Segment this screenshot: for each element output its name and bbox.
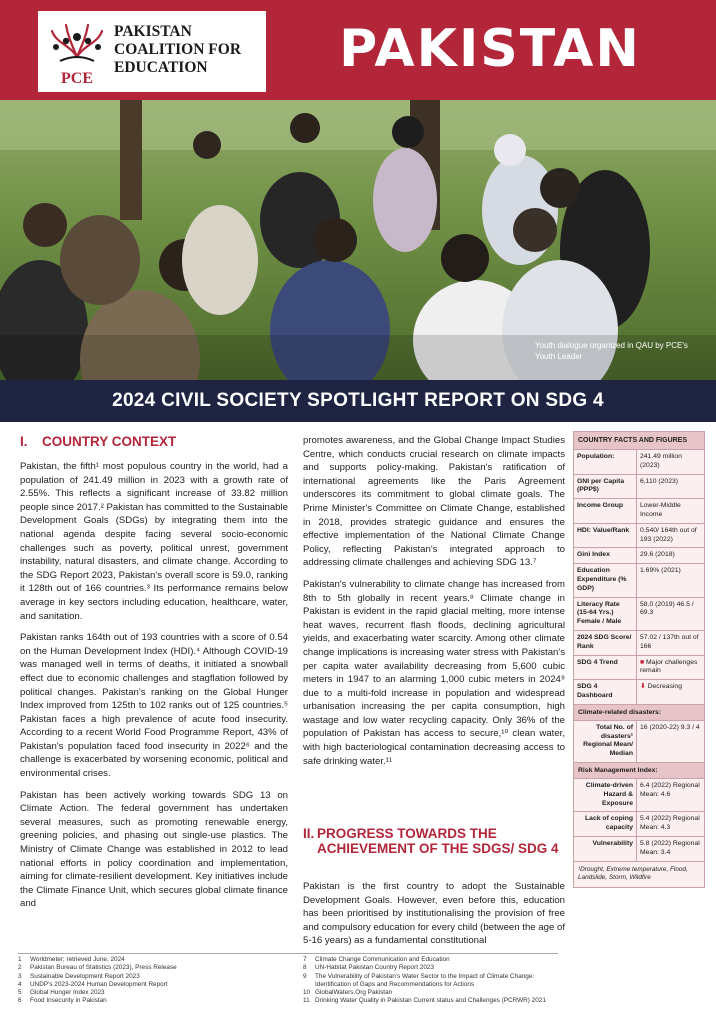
section-number: II. <box>303 826 315 841</box>
facts-row: Vulnerability 5.8 (2022) Regional Mean: 3.4 <box>574 837 704 862</box>
arrow-down-icon: ⬇ <box>640 683 646 691</box>
header-bar <box>0 0 716 100</box>
facts-row: HDI: Value/Rank 0.540/ 164th out of 193 (2022) <box>574 524 704 549</box>
footnote: 9 The Vulnerability of Pakistan's Water Sector to the Impact of Climate Change: <box>303 972 535 980</box>
facts-row: SDG 4 Trend ■ Major challenges remain <box>574 656 704 681</box>
footnote-divider <box>18 953 558 954</box>
paragraph: Pakistan ranks 164th out of 193 countries with a score of 0.54 on the Human Development Index (HDI).⁴ Although COVID-19 was managed well in terms of deaths, it initiated a snowball effect due to economic challenges and stagflation followed by political changes. Pakistan's ranking on the Global Hunger Index improved from 125th to 102 ranks out of 125 countries.⁵ Pakistan faces a high prevalence of acute food insecurity. According to a recent World Food Programme Report, 43% of Pakistan's population faced food insecurity in 2022⁶ and the challenge is exacerbated by worsening economic, political and environmental crises. <box>20 632 288 780</box>
country-title: PAKISTAN <box>339 19 641 79</box>
footnote: Identification of Gaps and Recommendations for Actions <box>315 980 475 988</box>
footnote: 5 Global Hunger Index 2023 <box>18 989 105 997</box>
footnote: 6 Food Insecurity in Pakistan <box>18 997 107 1005</box>
report-title: 2024 CIVIL SOCIETY SPOTLIGHT REPORT ON SDG 4 <box>112 390 604 411</box>
footnote: 3 Sustainable Development Report 2023 <box>18 972 140 980</box>
middle-column <box>303 434 565 776</box>
footnote: 4 UNDP's 2023-2024 Human Development Report <box>18 980 168 988</box>
footnote: 1 Worldmeter; retrieved June, 2024 <box>18 956 125 963</box>
footnotes-left <box>18 956 288 1006</box>
footnote: 11 Drinking Water Quality in Pakistan Current status and Challenges (PCRWR) 2021 <box>303 997 546 1005</box>
paragraph: promotes awareness, and the Global Change Impact Studies Centre, which conducts crucial research on climate impacts and supports policy-making. Pakistan's ratification of international agreements like the Paris Agreement underscores its commitment to global climate goals. The Prime Minister's Committee on Climate Change, established in 2018, provides strategic guidance and ensures the effective implementation of the National Climate Change Policy, reflecting Pakistan's integrated approach to addressing climate challenges and achieving SDG 13.⁷ <box>303 435 565 569</box>
trend-square-icon: ■ <box>640 658 645 666</box>
section-heading-progress <box>303 826 565 856</box>
middle-column-continued <box>303 880 565 956</box>
svg-text:PCE: PCE <box>61 70 93 87</box>
paragraph: Pakistan is the first country to adopt the Sustainable Development Goals. However, even before this, education has been prioritised by institutionalising the provision of free and compulsory education for every child (between the age of 5-16 years) as a fundamental constitutional <box>303 881 565 947</box>
facts-row: Income Group Lower-Middle Income <box>574 499 704 524</box>
facts-row: Literacy Rate (15-64 Yrs.) Female / Male 58.0 (2019) 46.5 / 69.3 <box>574 598 704 631</box>
facts-row: Lack of coping capacity 5.4 (2022) Regional Mean: 4.3 <box>574 812 704 837</box>
section-number: I. <box>20 434 28 449</box>
facts-row: Population: 241.49 million (2023) <box>574 450 704 475</box>
group-photo-image <box>0 100 716 380</box>
footnote: 10 GlobalWaters.Org Pakistan <box>303 989 393 997</box>
facts-row: SDG 4 Dashboard ⬇ Decreasing <box>574 680 704 705</box>
section-title: COUNTRY CONTEXT <box>42 434 177 449</box>
risk-subtitle: Risk Management Index: <box>574 763 704 779</box>
logo <box>38 11 266 92</box>
disasters-subtitle: Climate-related disasters: <box>574 705 704 721</box>
footnote: 2 Pakistan Bureau of Statistics (2023), Press Release <box>18 964 177 972</box>
logo-text: PAKISTAN COALITION FOR EDUCATION <box>114 23 242 76</box>
country-facts-box <box>573 431 705 888</box>
facts-row: Education Expenditure (% GDP) 1.69% (2021) <box>574 564 704 597</box>
section-title: PROGRESS TOWARDS THE ACHIEVEMENT OF THE SDGS/ SDG 4 <box>317 826 559 856</box>
paragraph: Pakistan's vulnerability to climate change has increased from 8th to 5th globally in recent years.⁸ Climate change in Pakistan is evident in the rapid glacial melting, more intense heat waves, recurrent flash floods, declining agricultural yields, and exacerbating water scarcity. Among other climate change implications is increasing water stress with Pakistan's per capita water availability decreasing from 5,600 cubic meters in 1947 to an alarming 1,000 cubic meters in 2024⁹ due to a multi-fold increase in population and widespread urbanisation increasing the per capita consumption, high wastage and low water recycling capacity. Only 36% of the population of Pakistan has access to secure,¹⁰ clean water, with high bacteriological contamination decreasing access to safe drinking water.¹¹ <box>303 578 565 767</box>
footnotes-right <box>303 956 573 1006</box>
paragraph: Pakistan has been actively working towards SDG 13 on Climate Action. The federal government has undertaken several measures, such as promoting renewable energy, greening policies, and phasing out single-use plastics. The Ministry of Climate Change was established in 2012 to lead national efforts in policy coordination and implementation, aiming for climate-resilient development. Key initiatives include the Climate Finance Unit, which secures global climate finance and <box>20 789 288 910</box>
photo-caption: Youth dialogue organized in QAU by PCE's Youth Leader <box>535 341 688 361</box>
footnote: 8 UN-Habitat Pakistan Country Report 2023 <box>303 964 434 972</box>
facts-row: Gini Index 29.6 (2018) <box>574 548 704 564</box>
facts-note: ¹Drought, Extreme temperature, Flood, Landslide, Storm, Wildfire <box>578 865 688 881</box>
facts-row: GNI per Capita (PPP$) 6,110 (2023) <box>574 475 704 500</box>
left-column <box>20 460 288 919</box>
facts-row: Total No. of disasters¹ Regional Mean/ Median 16 (2020-22) 9.3 / 4 <box>574 721 704 763</box>
report-banner <box>0 380 716 422</box>
facts-title: COUNTRY FACTS AND FIGURES <box>574 432 704 450</box>
pce-logo-icon <box>46 17 108 87</box>
paragraph: Pakistan, the fifth¹ most populous country in the world, had a population of 241.49 million in 2023 with a growth rate of 2.55%. This reflects a significant increase of 33.82 million people since 2017.² Pakistan has committed to the Sustainable Development Goals (SDGs) by integrating them into the national agenda despite facing several socio-economic challenges such as poverty, political unrest, government instability, natural disasters, and climate change. According to the SDG Report 2023, Pakistan's overall score is 59.0, ranking it 128th out of 166 countries.³ Its performance remains below average in key sectors including education, healthcare, water, and sanitation. <box>20 461 288 622</box>
facts-row: 2024 SDG Score/ Rank 57.02 / 137th out of 166 <box>574 631 704 656</box>
facts-row: Climate-driven Hazard & Exposure 6.4 (2022) Regional Mean: 4.6 <box>574 779 704 812</box>
footnote: 7 Climate Change Communication and Education <box>303 956 450 963</box>
section-heading-country-context <box>20 434 290 449</box>
hero-photo <box>0 100 716 380</box>
